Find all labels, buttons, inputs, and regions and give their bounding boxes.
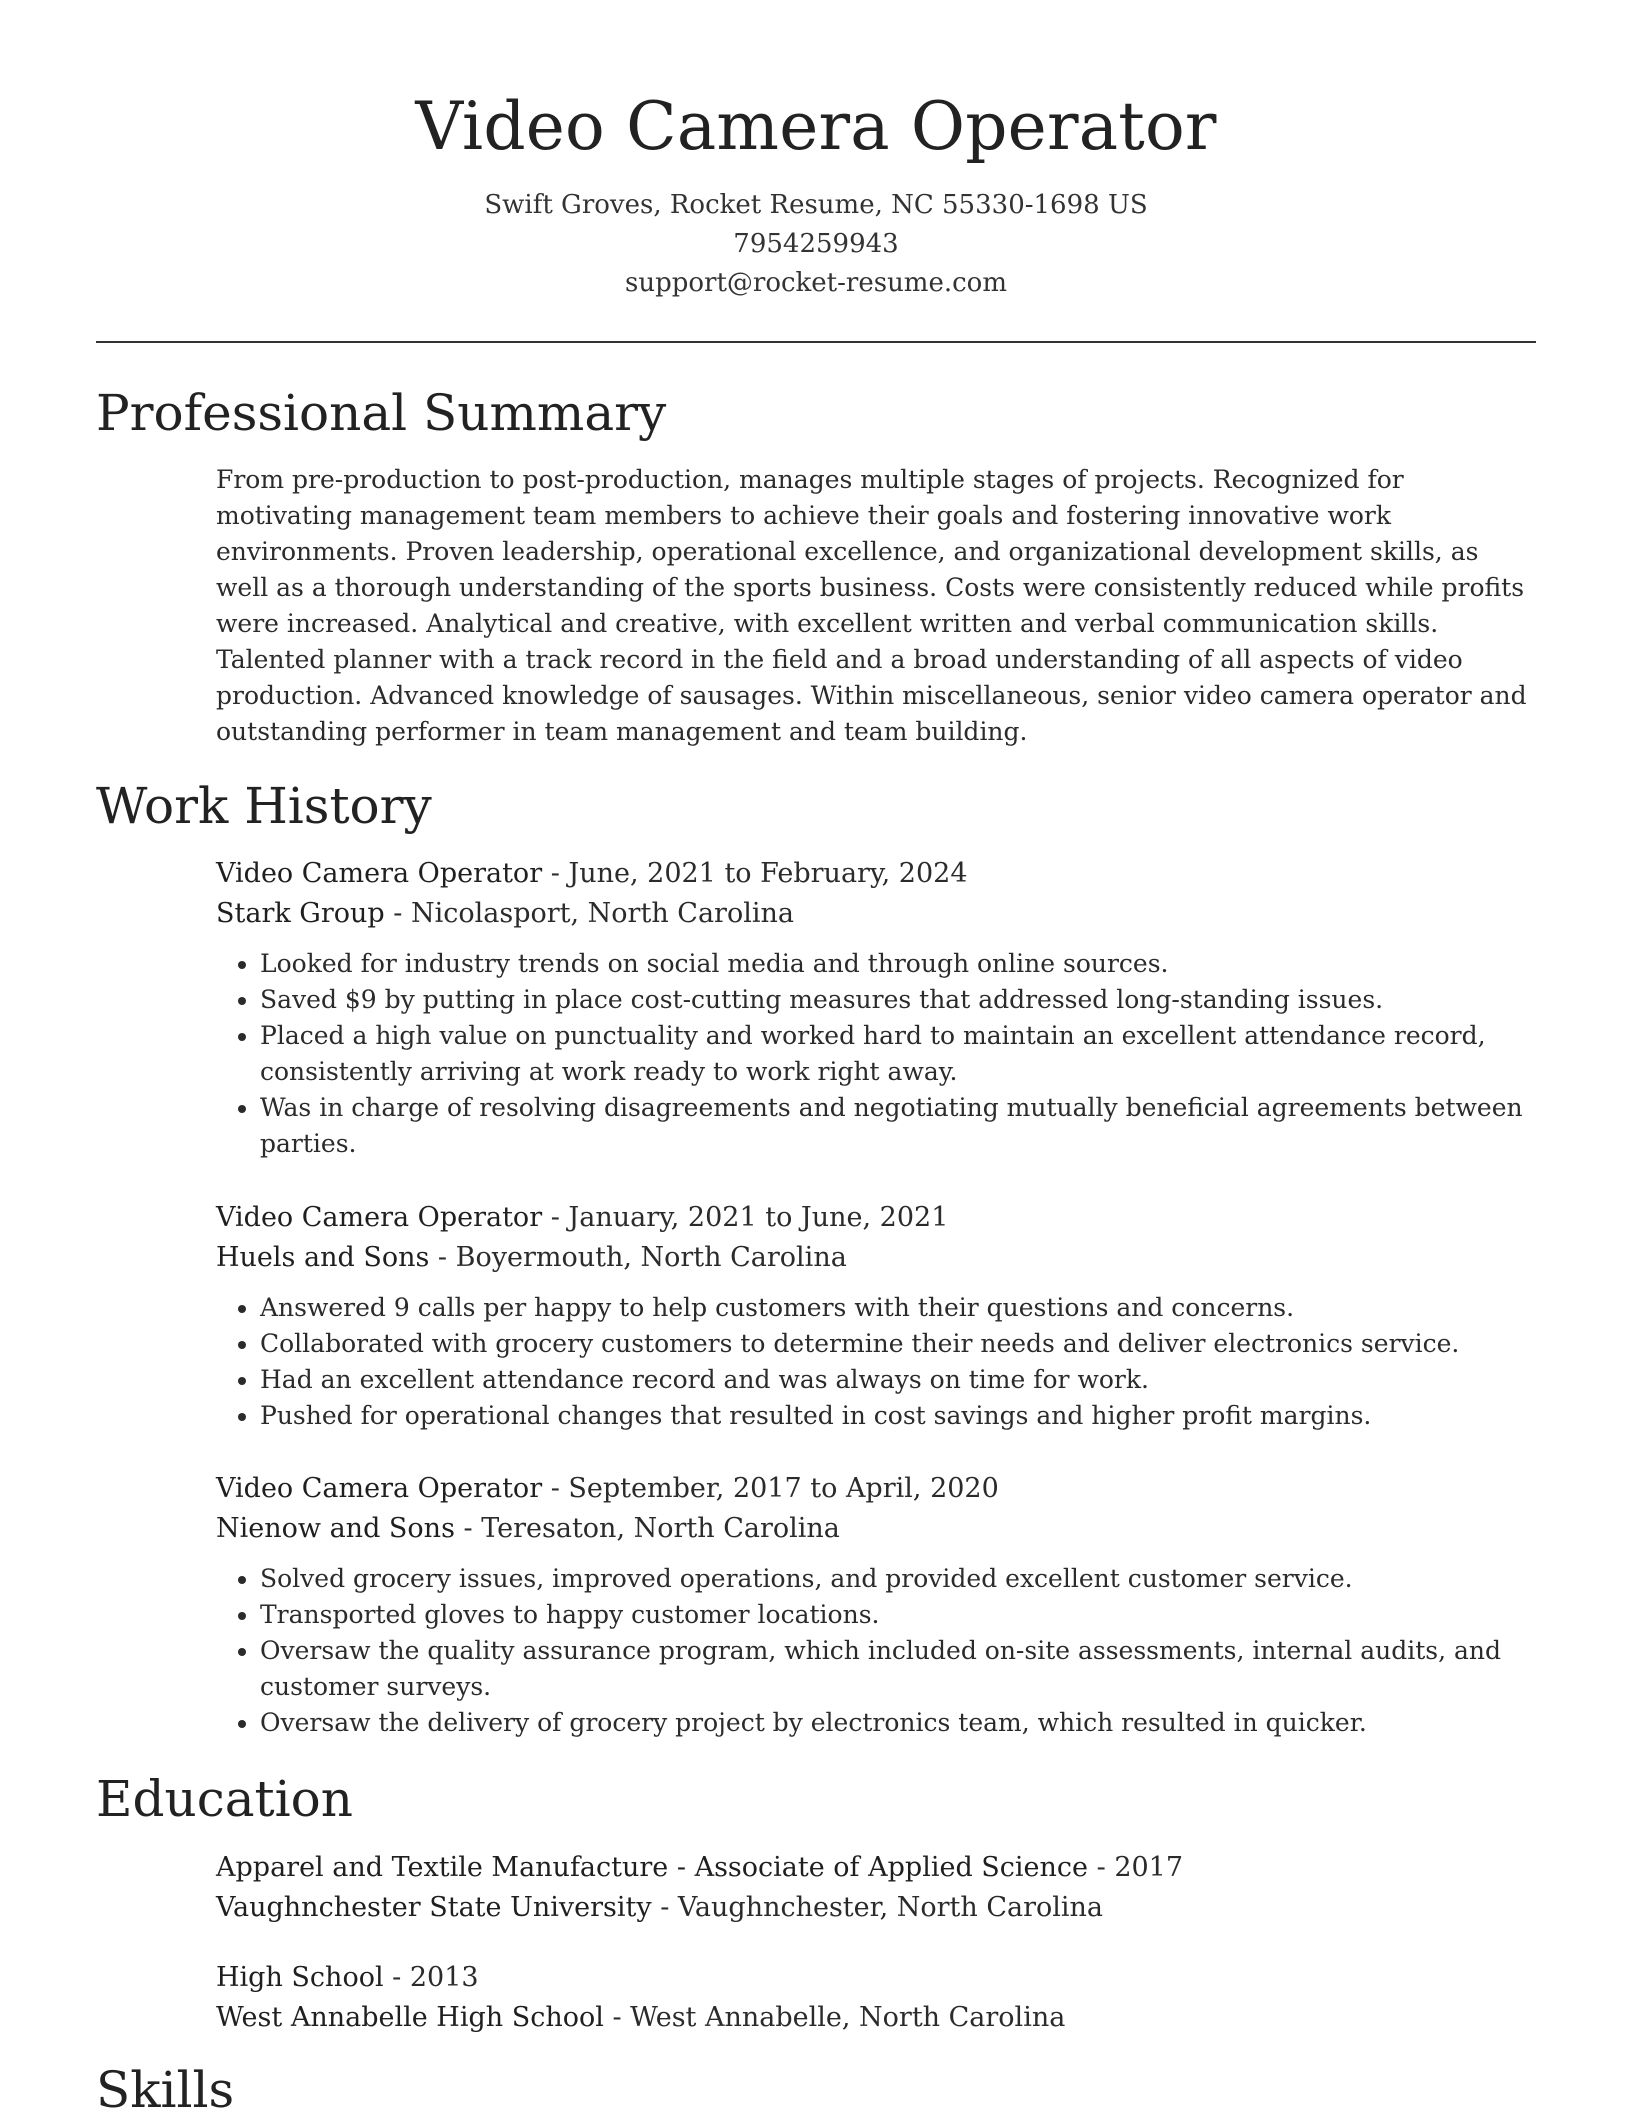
job-dates: - September, 2017 to April, 2020 [542,1473,999,1504]
job-company: Nienow and Sons [216,1513,455,1544]
phone: 7954259943 [733,229,899,259]
job-company-line [216,1238,1536,1278]
job-title-line [216,854,1536,894]
list-item: • Looked for industry trends on social media and through online sources. [260,946,1536,982]
list-item: • Transported gloves to happy customer locations. [260,1597,1536,1633]
job-dates: - June, 2021 to February, 2024 [542,858,968,889]
resume-header [0,0,1632,303]
job-company-line [216,1509,1536,1549]
section-title-skills: Skills [96,2061,235,2119]
header-divider [96,341,1536,343]
job-bullets [216,946,1536,1162]
job-location: - Boyermouth, North Carolina [429,1242,847,1273]
job-entry [216,1469,1536,1741]
section-title-education: Education [96,1770,353,1828]
education-school: West Annabelle High School [216,2002,604,2033]
education-school-line [216,1998,1536,2038]
list-item: • Saved $9 by putting in place cost-cutting measures that addressed long-standing issues. [260,982,1536,1018]
list-item: • Pushed for operational changes that resulted in cost savings and higher profit margins. [260,1398,1536,1434]
education-location: - West Annabelle, North Carolina [603,2002,1066,2033]
education-year: - 2017 [1088,1852,1184,1883]
education-year: - 2013 [383,1962,479,1993]
list-item: • Oversaw the quality assurance program, which included on-site assessments, internal audits, and customer surveys. [260,1633,1536,1705]
education-school: Vaughnchester State University [216,1892,652,1923]
email: support@rocket-resume.com [624,268,1007,298]
job-location: - Teresaton, North Carolina [454,1513,840,1544]
education-school-line [216,1888,1536,1928]
job-bullets [216,1561,1536,1741]
contact-info [0,186,1632,303]
education-degree-line [216,1958,1536,1998]
job-entry [216,1198,1536,1434]
job-role: Video Camera Operator [216,858,543,889]
education-degree: Apparel and Textile Manufacture - Associate of Applied Science [216,1852,1089,1883]
job-title-line [216,1469,1536,1509]
list-item: • Solved grocery issues, improved operations, and provided excellent customer service. [260,1561,1536,1597]
education-location: - Vaughnchester, North Carolina [651,1892,1104,1923]
address: Swift Groves, Rocket Resume, NC 55330-1698 US [484,190,1148,220]
education-degree-line [216,1848,1536,1888]
education-entry [216,1958,1536,2038]
job-company: Stark Group [216,898,385,929]
candidate-name: Video Camera Operator [415,88,1217,165]
list-item: • Placed a high value on punctuality and worked hard to maintain an excellent attendance record, consistently arriving at work ready to work right away. [260,1018,1536,1090]
list-item: • Oversaw the delivery of grocery project by electronics team, which resulted in quicker. [260,1705,1536,1741]
list-item: • Answered 9 calls per happy to help customers with their questions and concerns. [260,1290,1536,1326]
summary-text: From pre-production to post-production, manages multiple stages of projects. Recognized for motivating management team members to achieve their goals and fostering innovative work environments. Proven leadership, operational excellence, and organizational development skills, as well as a thorough understanding of the sports business. Costs were consistently reduced while profits were increased. Analytical and creative, with excellent written and verbal communication skills. Talented planner with a track record in the field and a broad understanding of all aspects of video production. Advanced knowledge of sausages. Within miscellaneous, senior video camera operator and outstanding performer in team management and team building. [216,465,1527,746]
job-company: Huels and Sons [216,1242,430,1273]
list-item: • Collaborated with grocery customers to determine their needs and deliver electronics service. [260,1326,1536,1362]
job-role: Video Camera Operator [216,1473,543,1504]
education-degree: High School [216,1962,384,1993]
job-bullets [216,1290,1536,1434]
job-role: Video Camera Operator [216,1202,543,1233]
job-title-line [216,1198,1536,1238]
list-item: • Had an excellent attendance record and was always on time for work. [260,1362,1536,1398]
list-item: • Was in charge of resolving disagreements and negotiating mutually beneficial agreements between parties. [260,1090,1536,1162]
job-entry [216,854,1536,1162]
summary-block [216,462,1536,750]
job-company-line [216,894,1536,934]
job-dates: - January, 2021 to June, 2021 [542,1202,949,1233]
job-location: - Nicolasport, North Carolina [384,898,794,929]
section-title-work-history: Work History [96,777,432,835]
section-title-summary: Professional Summary [96,384,667,442]
education-entry [216,1848,1536,1928]
